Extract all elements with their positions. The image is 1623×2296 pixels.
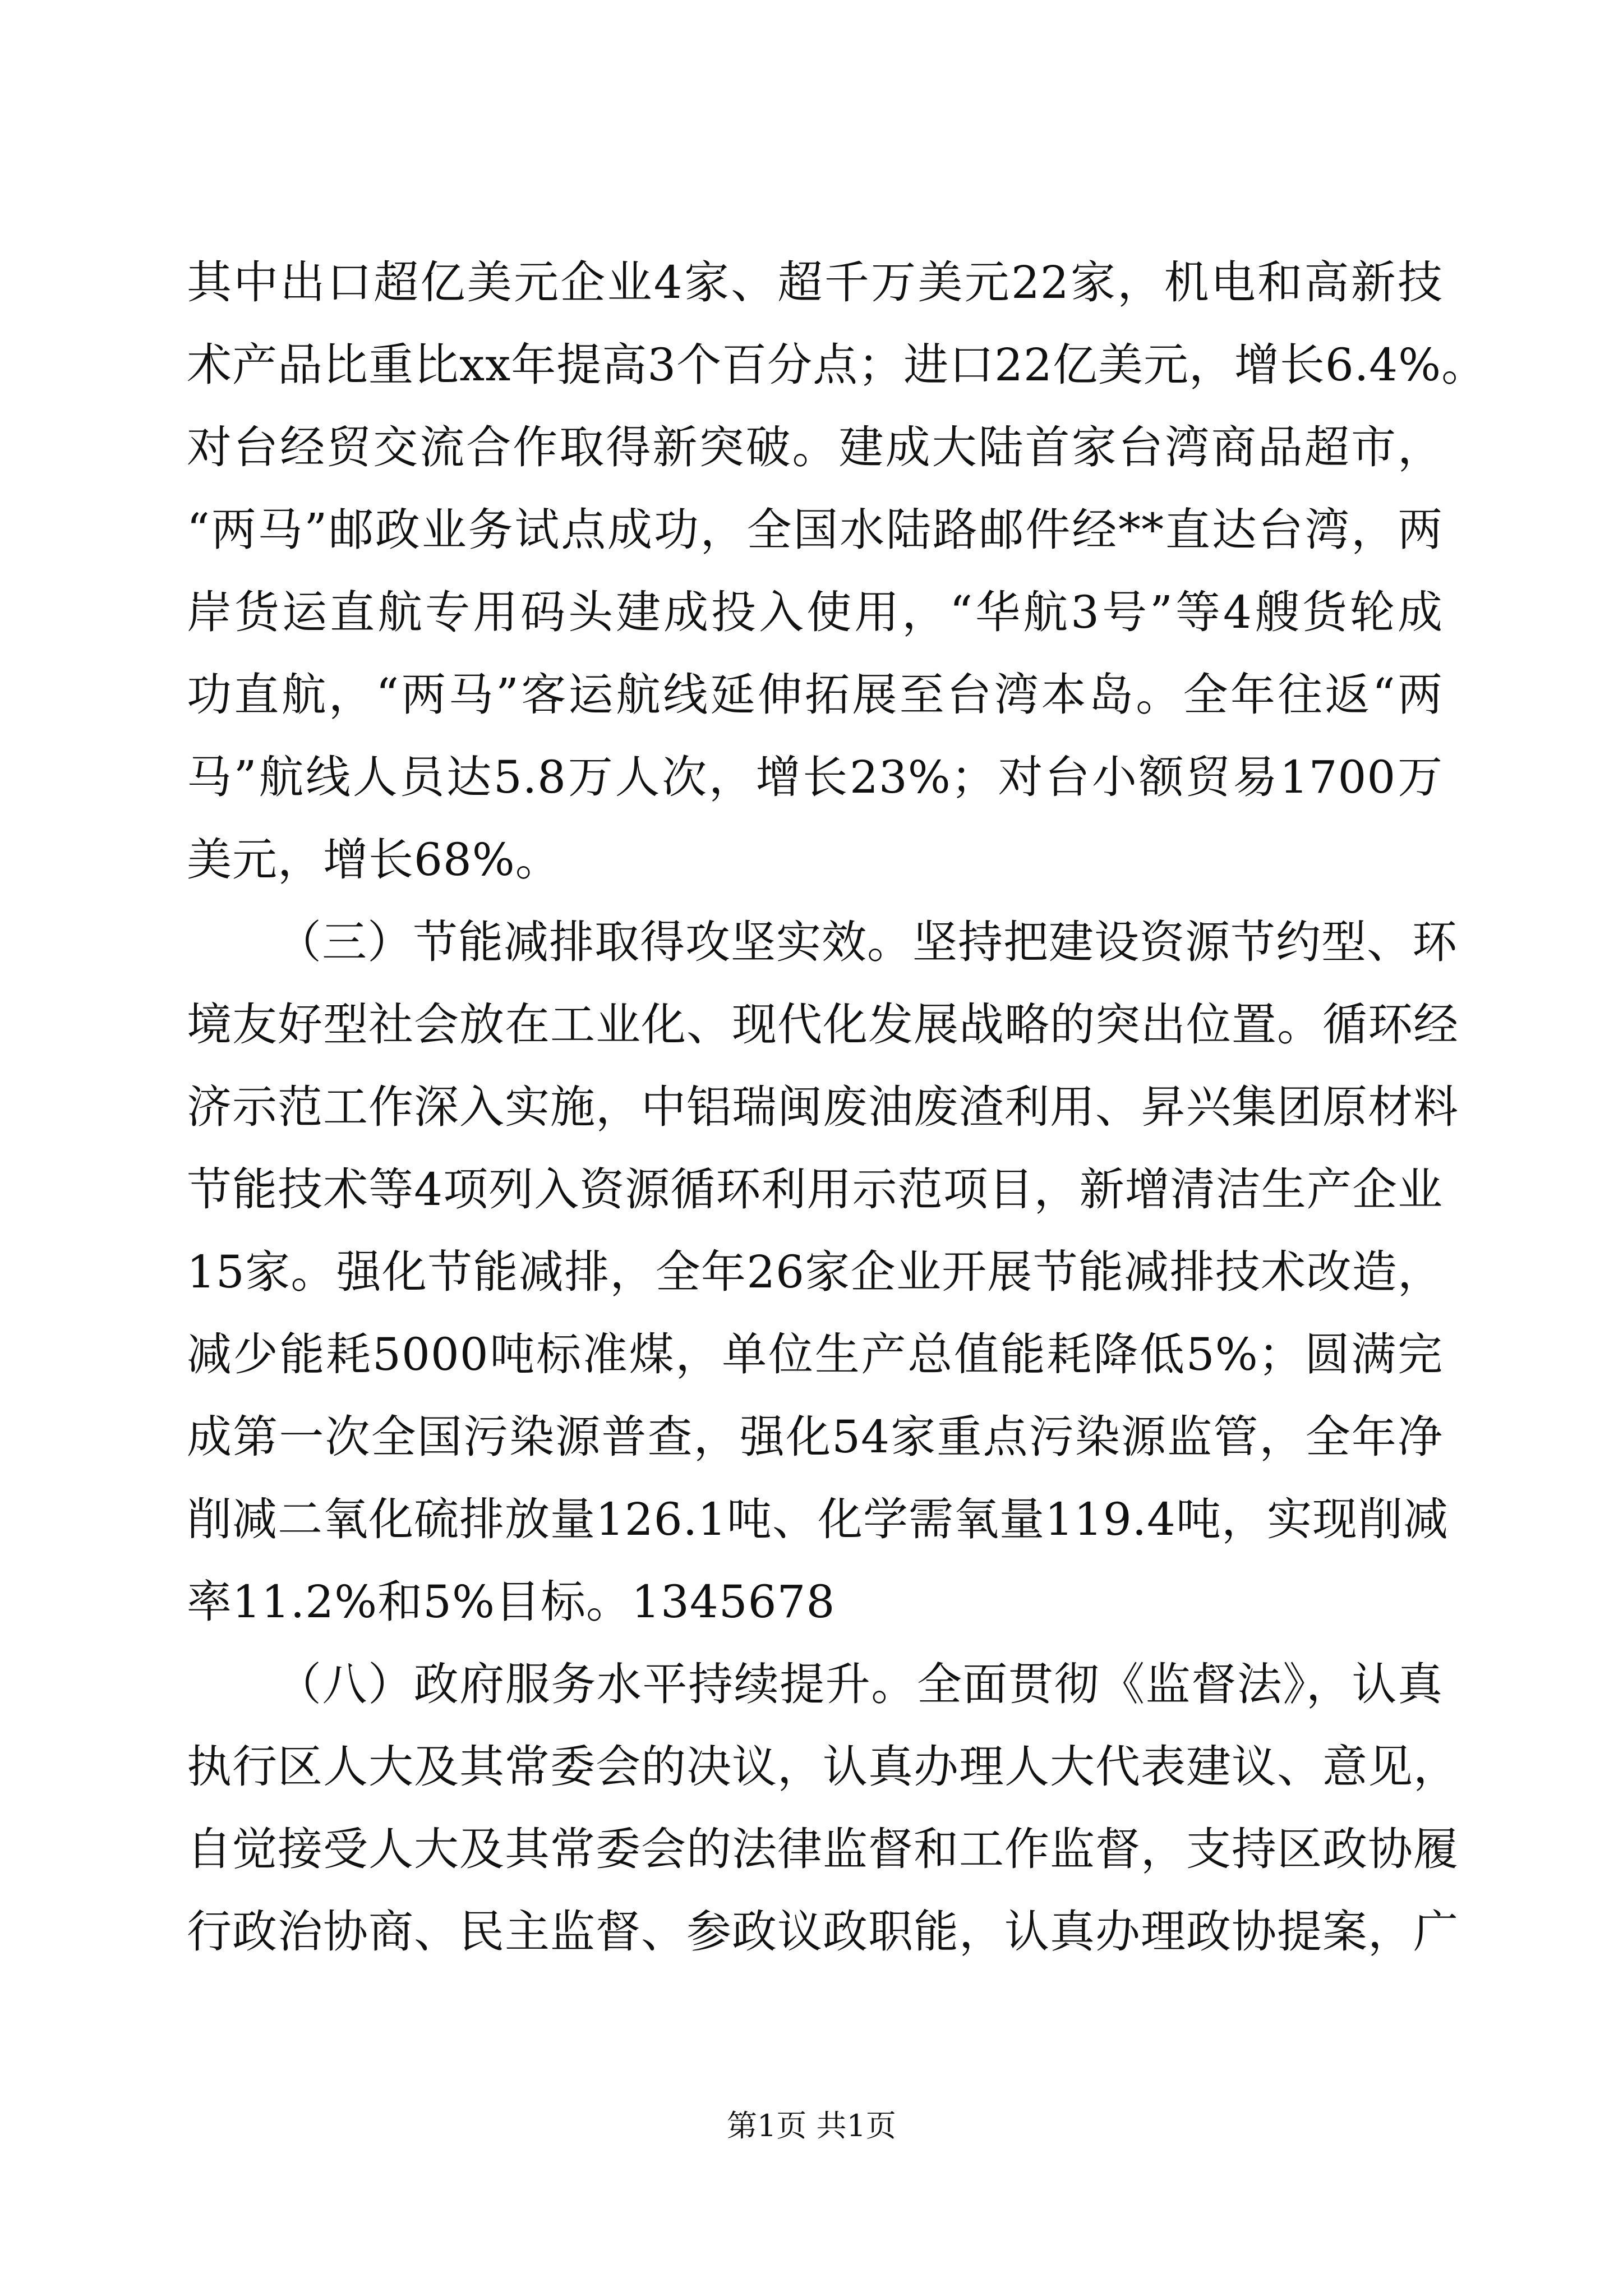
text-line: （八）政府服务水平持续提升。全面贯彻《监督法》，认真 [276,1658,1443,1710]
document-body [187,241,1487,1973]
text-line: “两马”邮政业务试点成功，全国水陆路邮件经**直达台湾，两 [187,504,1443,556]
text-line: 减少能耗5000吨标准煤，单位生产总值能耗降低5%；圆满完 [187,1328,1443,1381]
text-line: 15家。强化节能减排，全年26家企业开展节能减排技术改造， [187,1246,1443,1298]
text-line: 美元，增长68%。 [187,834,561,886]
text-line: 率11.2%和5%目标。1345678 [187,1576,836,1628]
text-line: 行政治协商、民主监督、参政议政职能，认真办理政协提案，广 [187,1906,1459,1958]
text-line: （三）节能减排取得攻坚实效。坚持把建设资源节约型、环 [276,916,1458,968]
text-line: 对台经贸交流合作取得新突破。建成大陆首家台湾商品超市， [187,421,1443,473]
text-line: 削减二氧化硫排放量126.1吨、化学需氧量119.4吨，实现削减 [187,1493,1449,1545]
text-line: 术产品比重比xx年提高3个百分点；进口22亿美元，增长6.4%。 [187,339,1487,391]
page-number-label: 第1页 共1页 [727,2108,896,2143]
text-line: 境友好型社会放在工业化、现代化发展战略的突出位置。循环经 [187,999,1459,1051]
text-line: 岸货运直航专用码头建成投入使用，“华航3号”等4艘货轮成 [187,586,1443,638]
page-footer [0,2109,1623,2143]
text-line: 济示范工作深入实施，中铝瑞闽废油废渣利用、昇兴集团原材料 [187,1081,1459,1133]
text-line: 功直航，“两马”客运航线延伸拓展至台湾本岛。全年往返“两 [187,669,1443,721]
text-line: 成第一次全国污染源普查，强化54家重点污染源监管，全年净 [187,1411,1443,1463]
text-line: 自觉接受人大及其常委会的法律监督和工作监督，支持区政协履 [187,1823,1459,1875]
text-line: 执行区人大及其常委会的决议，认真办理人大代表建议、意见， [187,1741,1459,1793]
text-line: 节能技术等4项列入资源循环利用示范项目，新增清洁生产企业 [187,1163,1443,1216]
text-line: 其中出口超亿美元企业4家、超千万美元22家，机电和高新技 [187,256,1443,309]
text-line: 马”航线人员达5.8万人次，增长23%；对台小额贸易1700万 [187,751,1443,803]
